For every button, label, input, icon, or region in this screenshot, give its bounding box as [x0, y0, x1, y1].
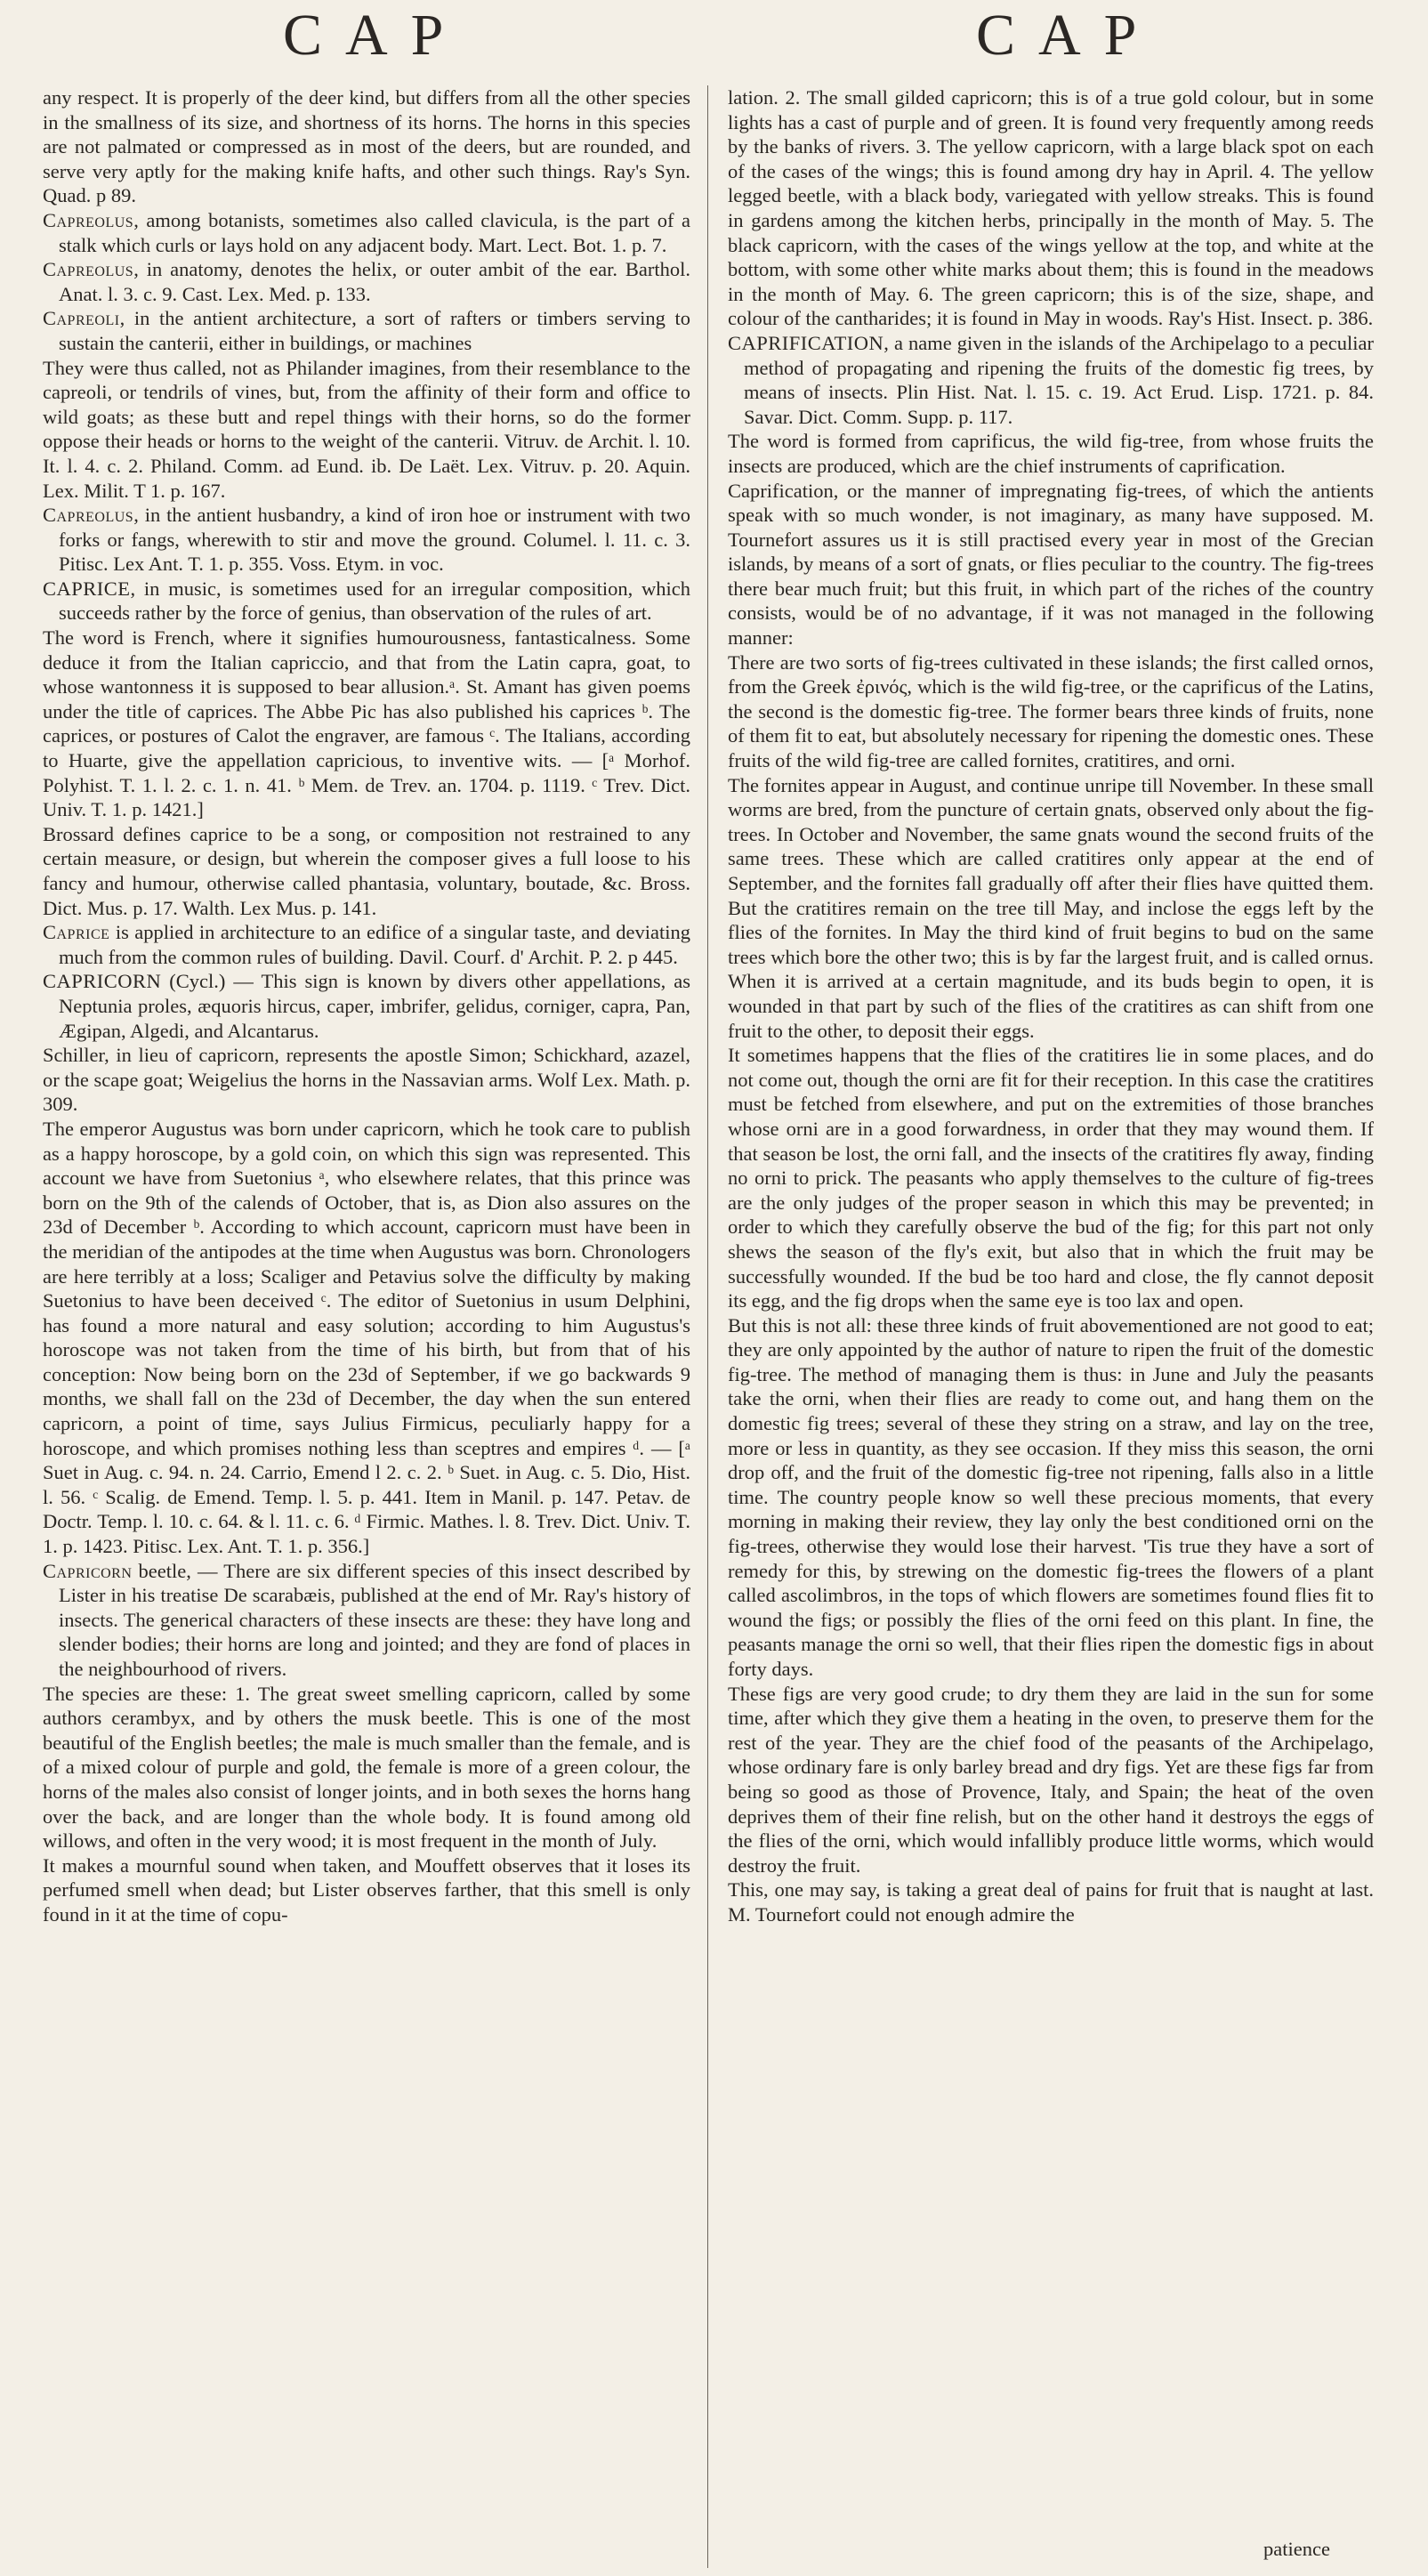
entry-headword: Capreolus	[43, 504, 134, 527]
entry-headword: Capreoli	[43, 307, 120, 330]
paragraph	[43, 1853, 690, 1927]
dictionary-entry	[728, 331, 1374, 429]
paragraph	[43, 822, 690, 920]
dictionary-entry	[43, 969, 690, 1043]
dictionary-entry	[43, 1559, 690, 1682]
entry-headword: Caprice	[43, 921, 110, 944]
dictionary-entry	[43, 577, 690, 626]
paragraph	[728, 650, 1374, 773]
running-head-left: CAP	[283, 3, 467, 68]
entry-text: , among botanists, sometimes also called clavicula, is the part of a stalk which curls or lays hold on any adjacent body. Mart. Lect. Bot. 1. p. 7.	[59, 208, 690, 256]
entry-text: But this is not all: these three kinds of fruit abovementioned are not good to eat; they are only appointed by the author of nature to ripen the fruit of the domestic fig-tree. The method of managing them is thus: in June and July the peasants take the orni, when their flies are ready to come out, and hang them on the domestic fig trees; several of these they string on a straw, and lay on the tree, more or less in quantity, as they see occasion. If they miss this season, the orni drop off, and the fruit of the domestic fig-tree not ripening, falls also in a little time. The country people know so well these precious moments, that every morning in making their review, they lay only the best conditioned orni on the fig-trees, otherwise they would lose their harvest. 'Tis true they have a sort of remedy for this, by strewing on the domestic fig-trees the flowers of a plant called ascolimbros, in the tops of which flowers are sometimes found flies fit to wound the figs; or possibly the flies of the orni feed on this plant. In fine, the peasants manage the orni so well, that their flies ripen the domestic figs in about forty days.	[728, 1313, 1374, 1680]
entry-text: lation. 2. The small gilded capricorn; this is of a true gold colour, but in some lights has a cast of purple and of green. It is found very frequently among reeds by the banks of rivers. 3. The yellow capricorn, with a large black spot on each of the cases of the wings; this is found among dry hay in April. 4. The yellow legged beetle, with a black body, variegated with yellow streaks. This is found in gardens among the kitchen herbs, principally in the month of May. 5. The black capricorn, with the cases of the wings yellow at the top, and white at the bottom, with some other white marks about them; this is found in the meadows in the month of May. 6. The green capricorn; this is of the size, shape, and colour of the cantharides; it is found in May in woods. Ray's Hist. Insect. p. 386.	[728, 86, 1374, 330]
entry-text: is applied in architecture to an edifice of a singular taste, and deviating much from the common rules of building. Davil. Courf. d' Archit. P. 2. p 445.	[59, 921, 690, 968]
entry-text: The word is formed from caprificus, the wild fig-tree, from whose fruits the insects are produced, which are the chief instruments of caprification.	[728, 430, 1374, 477]
running-head-right: CAP	[976, 3, 1160, 68]
entry-text: , a name given in the islands of the Archipelago to a peculiar method of propagating and ripening the fruits of the domestic fig trees, by means of insects. Plin Hist. Nat. l. 15. c. 19. Act Erud. Lisp. 1721. p. 84. Savar. Dict. Comm. Supp. p. 117.	[744, 331, 1374, 428]
entry-text: The species are these: 1. The great sweet smelling capricorn, called by some authors cerambyx, and by others the musk beetle. This is one of the most beautiful of the English beetles; the male is much smaller than the female, and is of a mixed colour of purple and gold, the female is more of a green colour, the horns of the males also consist of longer joints, and in both sexes the horns hang over the back, and are longer than the whole body. It is found among old willows, and often in the very wood; it is most frequent in the month of July.	[43, 1682, 690, 1853]
paragraph	[728, 85, 1374, 331]
paragraph	[728, 1877, 1374, 1926]
paragraph	[43, 1682, 690, 1853]
entry-text: any respect. It is properly of the deer kind, but differs from all the other species in the smallness of its size, and shortness of its horns. The horns in this species are not palmated or compressed as in most of the deers, but are rounded, and serve very aptly for the making knife hafts, and other such things. Ray's Syn. Quad. p 89.	[43, 86, 690, 207]
entry-text: , in anatomy, denotes the helix, or outer ambit of the ear. Barthol. Anat. l. 3. c. 9. Cast. Lex. Med. p. 133.	[59, 258, 690, 305]
entry-text: It sometimes happens that the flies of the cratitires lie in some places, and do not come out, though the orni are fit for their reception. In this case the cratitires must be fetched from elsewhere, and put on the extremities of those branches whose orni are in a good forwardness, in order that they may wound them. If that season be lost, the orni fall, and the insects of the cratitires fly away, finding no orni to prick. The peasants who apply themselves to the culture of fig-trees are the only judges of the proper season in which this may be prevented; in order to which they carefully observe the bud of the fig; for this part not only shews the season of the fly's exit, but also that in which the fruit may be successfully wounded. If the bud be too hard and close, the fly cannot deposit its egg, and the fig drops when the same eye is too lax and open.	[728, 1044, 1374, 1312]
dictionary-entry	[43, 920, 690, 969]
entry-headword: CAPRIFICATION	[728, 331, 884, 354]
entry-text: The word is French, where it signifies humourousness, fantasticalness. Some deduce it from the Italian capriccio, and that from the Latin capra, goat, to whose wantonness it is supposed to bear allusion.ᵃ. St. Amant has given poems under the title of caprices. The Abbe Pic has also published his caprices ᵇ. The caprices, or postures of Calot the engraver, are famous ᶜ. The Italians, according to Huarte, give the appellation capricious, to inventive wits. — [ᵃ Morhof. Polyhist. T. 1. l. 2. c. 1. n. 41. ᵇ Mem. de Trev. an. 1704. p. 1119. ᶜ Trev. Dict. Univ. T. 1. p. 1421.]	[43, 626, 690, 821]
dictionary-entry	[43, 503, 690, 577]
paragraph	[43, 85, 690, 208]
entry-headword: Capreolus	[43, 208, 134, 231]
entry-headword: Capreolus	[43, 258, 134, 281]
catchword: patience	[1263, 2538, 1330, 2560]
entry-text: , in the antient husbandry, a kind of iron hoe or instrument with two forks or fangs, wherewith to stir and move the ground. Columel. l. 11. c. 3. Pitisc. Lex Ant. T. 1. p. 355. Voss. Etym. in voc.	[59, 504, 690, 576]
column-divider	[707, 85, 708, 2568]
entry-text: Caprification, or the manner of impregnating fig-trees, of which the antients speak with so much wonder, is not imaginary, as many have supposed. M. Tournefort assures us it is still practised every year in most of the Grecian islands, by means of a sort of gnats, or flies peculiar to the country. The fig-trees there bear much fruit; but this fruit, in which part of the riches of the country consists, would be of no advantage, if it was not managed in the following manner:	[728, 479, 1374, 650]
entry-text: There are two sorts of fig-trees cultivated in these islands; the first called ornos, from the Greek ἐρινός, which is the wild fig-tree, or the caprificus of the Latins, the second is the domestic fig-tree. The former bears three kinds of fruits, none of them fit to eat, but absolutely necessary for ripening the domestic ones. These fruits of the wild fig-tree are called fornites, cratitires, and orni.	[728, 650, 1374, 772]
entry-headword: CAPRICE	[43, 577, 131, 600]
entry-text: , in the antient architecture, a sort of rafters or timbers serving to sustain the canterii, either in buildings, or machines	[59, 307, 690, 354]
paragraph	[728, 429, 1374, 478]
paragraph	[43, 1117, 690, 1559]
entry-text: Schiller, in lieu of capricorn, represents the apostle Simon; Schickhard, azazel, or the scape goat; Weigelius the horns in the Nassavian arms. Wolf Lex. Math. p. 309.	[43, 1044, 690, 1116]
paragraph	[728, 1043, 1374, 1313]
entry-text: The fornites appear in August, and continue unripe till November. In these small worms are bred, from the puncture of certain gnats, observed only about the fig-trees. In October and November, the same gnats wound the second fruits of the same trees. These which are called cratitires only appear at the end of September, and the fornites fall gradually off after their flies have quitted them. But the cratitires remain on the tree till May, and inclose the eggs left by the flies of the fornites. In May the third kind of fruit begins to bud on the same trees which bore the other two; this is by far the largest fruit, and is called ornus. When it is arrived at a certain magnitude, and its buds begin to open, it is wounded in that part by such of the flies of the cratitires as can shift from one fruit to the other, to deposit their eggs.	[728, 773, 1374, 1042]
paragraph	[43, 356, 690, 504]
entry-text: This, one may say, is taking a great deal of pains for fruit that is naught at last. M. Tournefort could not enough admire the	[728, 1878, 1374, 1926]
entry-text: These figs are very good crude; to dry them they are laid in the sun for some time, after which they give them a heating in the oven, to preserve them for the rest of the year. They are the chief food of the peasants of the Archipelago, whose ordinary fare is only barley bread and dry figs. Yet are these figs far from being so good as those of Provence, Italy, and Spain; the heat of the oven deprives them of their fine relish, but on the other hand it destroys the eggs of the flies of the orni, which would infallibly produce little worms, which would destroy the fruit.	[728, 1682, 1374, 1877]
entry-text: , in music, is sometimes used for an irregular composition, which succeeds rather by the force of genius, than observation of the rules of art.	[59, 577, 690, 625]
paragraph	[728, 1682, 1374, 1878]
dictionary-entry	[43, 257, 690, 306]
dictionary-entry	[43, 208, 690, 257]
left-column	[43, 85, 690, 1927]
entry-headword: Capricorn	[43, 1559, 133, 1582]
entry-text: They were thus called, not as Philander imagines, from their resemblance to the capreoli, or tendrils of vines, but, from the affinity of their form and office to wild goats; as these butt and repel things with their horns, so do the former oppose their heads or horns to the weight of the canterii. Vitruv. de Archit. l. 10. It. l. 4. c. 2. Philand. Comm. ad Eund. ib. De Laët. Lex. Vitruv. p. 20. Aquin. Lex. Milit. T 1. p. 167.	[43, 356, 690, 502]
paragraph	[43, 1043, 690, 1117]
right-column	[728, 85, 1374, 1927]
paragraph	[728, 1313, 1374, 1682]
entry-text: Brossard defines caprice to be a song, or composition not restrained to any certain measure, or design, but wherein the composer gives a full loose to his fancy and humour, otherwise called phantasia, voluntary, boutade, &c. Bross. Dict. Mus. p. 17. Walth. Lex Mus. p. 141.	[43, 822, 690, 919]
paragraph	[728, 773, 1374, 1044]
entry-text: (Cycl.) — This sign is known by divers other appellations, as Neptunia proles, æquoris hircus, caper, imbrifer, gelidus, corniger, capra, Pan, Ægipan, Algedi, and Alcantarus.	[59, 970, 690, 1042]
paragraph	[43, 626, 690, 822]
paragraph	[728, 479, 1374, 650]
entry-text: It makes a mournful sound when taken, and Mouffett observes that it loses its perfumed smell when dead; but Lister observes farther, that this smell is only found in it at the time of copu-	[43, 1853, 690, 1926]
dictionary-entry	[43, 306, 690, 355]
entry-headword: CAPRICORN	[43, 970, 162, 993]
entry-text: The emperor Augustus was born under capricorn, which he took care to publish as a happy horoscope, by a gold coin, on which this sign was represented. This account we have from Suetonius ᵃ, who elsewhere relates, that this prince was born on the 9th of the calends of October, that is, as Dion also assures on the 23d of December ᵇ. According to which account, capricorn must have been in the meridian of the antipodes at the time when Augustus was born. Chronologers are here terribly at a loss; Scaliger and Petavius solve the difficulty by making Suetonius to have been deceived ᶜ. The editor of Suetonius in usum Delphini, has found a more natural and easy solution; according to him Augustus's horoscope was not taken from the time of his birth, but from that of his conception: Now being born on the 23d of September, if we go backwards 9 months, we shall fall on the 23d of December, the day when the sun entered capricorn, a point of time, says Julius Firmicus, peculiarly happy for a horoscope, and which promises nothing less than sceptres and empires ᵈ. — [ᵃ Suet in Aug. c. 94. n. 24. Carrio, Emend l 2. c. 2. ᵇ Suet. in Aug. c. 5. Dio, Hist. l. 56. ᶜ Scalig. de Emend. Temp. l. 5. p. 441. Item in Manil. p. 147. Petav. de Doctr. Temp. l. 10. c. 64. & l. 11. c. 6. ᵈ Firmic. Mathes. l. 8. Trev. Dict. Univ. T. 1. p. 1423. Pitisc. Lex. Ant. T. 1. p. 356.]	[43, 1117, 690, 1558]
entry-text: beetle, — There are six different species of this insect described by Lister in his treatise De scarabæis, published at the end of Mr. Ray's history of insects. The generical characters of these insects are these: they have long and slender bodies; their horns are long and jointed; and they are fond of places in the neighbourhood of rivers.	[59, 1559, 690, 1680]
